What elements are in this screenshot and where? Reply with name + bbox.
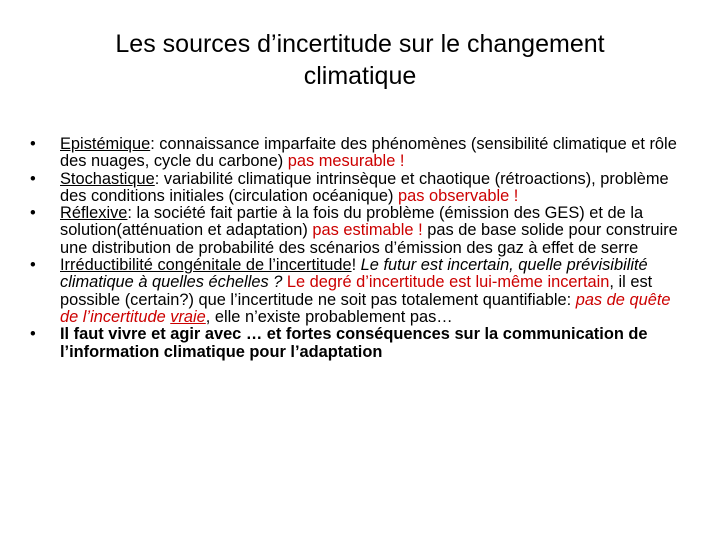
highlight-red-italic: pas de quête de l’incertitude: [60, 290, 671, 326]
bullet-text: : la société fait partie à la fois du problème (émission des GES) et de la solution(atténuation et adaptation): [60, 204, 644, 240]
highlight-red: pas observable !: [398, 186, 519, 205]
separator: !: [351, 256, 361, 275]
term-reflexive: Réflexive: [60, 204, 128, 223]
title-line-2: climatique: [303, 62, 417, 90]
title-line-1: Les sources d’incertitude sur le changement: [115, 30, 605, 58]
italic-text: Le futur est incertain, quelle prévisibilité climatique à quelles échelles ?: [60, 256, 648, 292]
bullet-irreductibilite: [30, 257, 692, 326]
highlight-red: Le degré d’incertitude est lui-même incertain: [282, 273, 610, 292]
highlight-red: pas estimable !: [312, 221, 423, 240]
bullet-text-tail: pas de base solide pour construire une distribution de probabilité des scénarios d’émission des gaz à effet de serre: [60, 221, 678, 257]
highlight-red-italic-underlined: vraie: [170, 307, 206, 326]
highlight-red: pas mesurable !: [287, 152, 405, 171]
bullet-stochastique: [30, 171, 692, 206]
term-irreductibilite: Irréductibilité congénitale de l’incertitude: [60, 256, 352, 275]
bullet-list: [30, 136, 692, 361]
bullet-text: , il est possible (certain?) que l’incertitude ne soit pas totalement quantifiable:: [60, 273, 653, 309]
bullet-text: : variabilité climatique intrinsèque et chaotique (rétroactions), problème des conditions initiales (circulation océanique): [60, 169, 669, 205]
bullet-epistemique: [30, 136, 692, 171]
slide-title: [60, 28, 660, 92]
bold-text: Il faut vivre et agir avec … et fortes conséquences sur la communication de l’information climatique pour l’adaptation: [60, 325, 648, 361]
term-stochastique: Stochastique: [60, 169, 155, 188]
bullet-text-end: , elle n’existe probablement pas…: [205, 307, 453, 326]
bullet-text: : connaissance imparfaite des phénomènes (sensibilité climatique et rôle des nuages, cycle du carbone): [60, 135, 677, 171]
bullet-reflexive: [30, 205, 692, 257]
bullet-conclusion: [30, 326, 692, 361]
term-epistemique: Epistémique: [60, 135, 151, 153]
